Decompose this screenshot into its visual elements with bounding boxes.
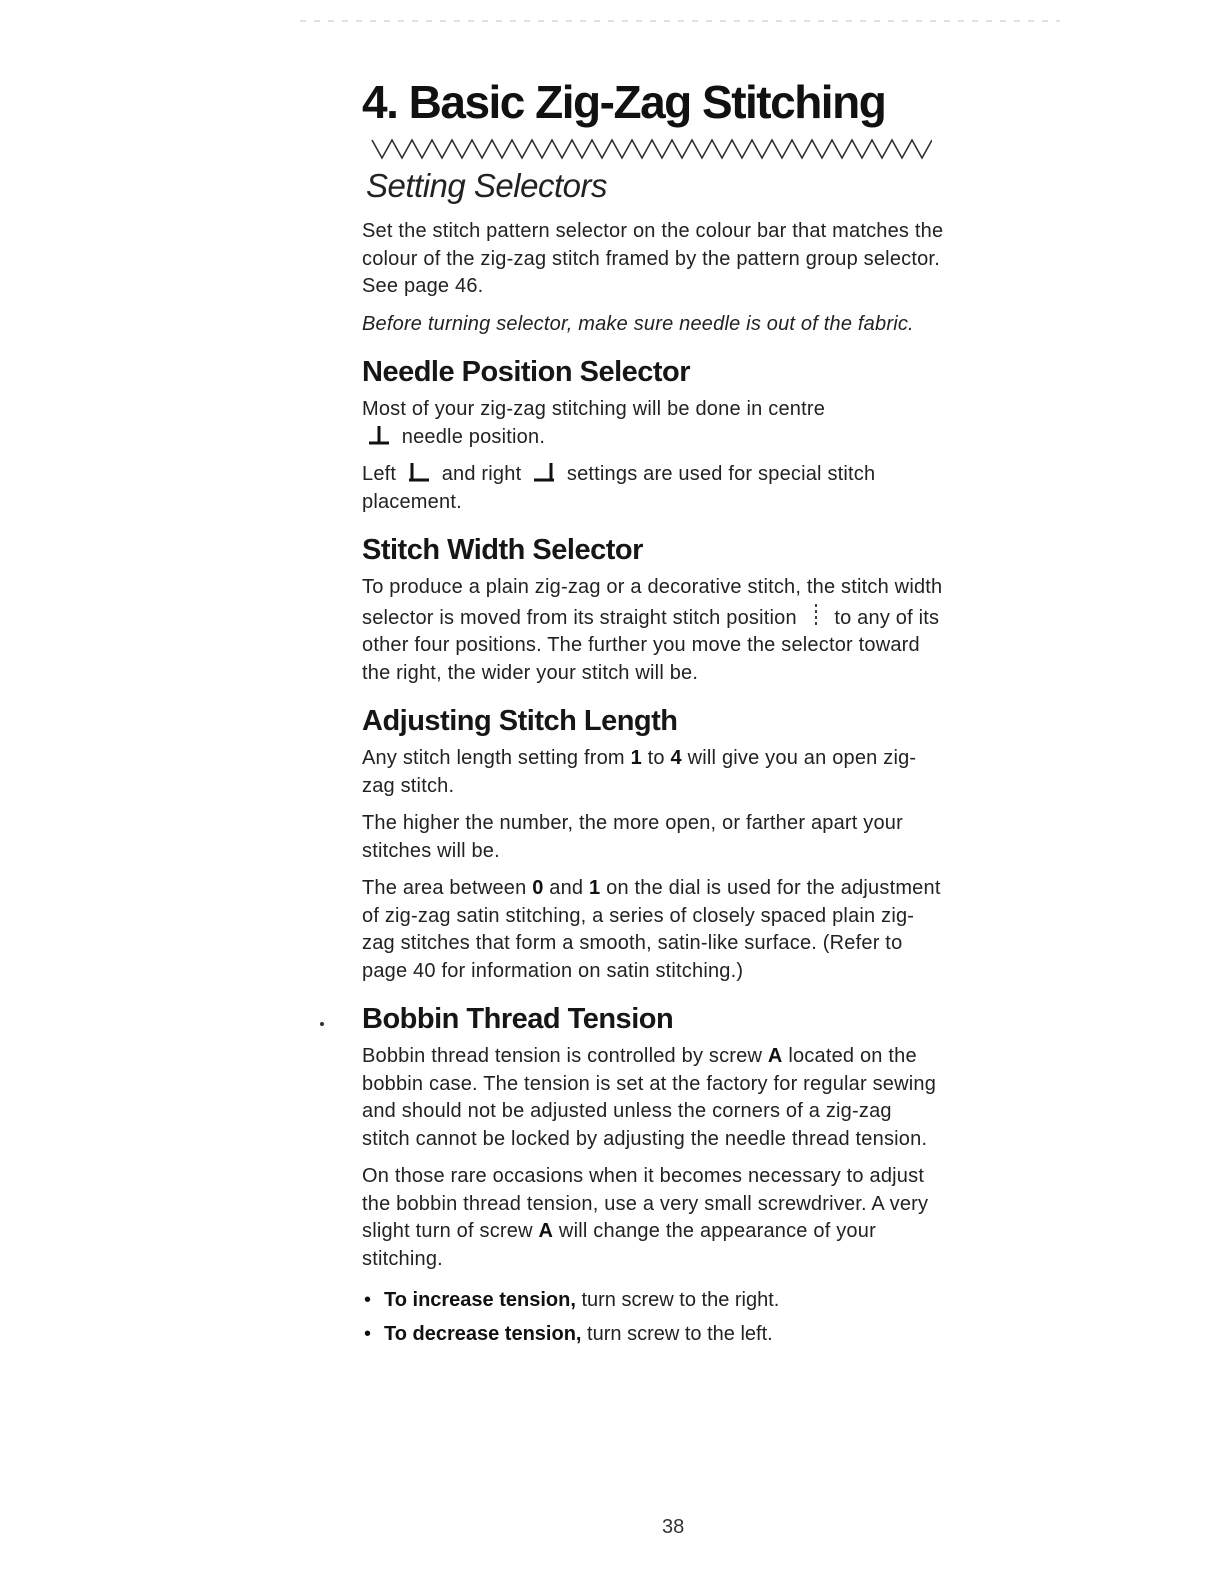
bobbin-tension-heading: Bobbin Thread Tension [362, 1003, 674, 1035]
setting-number: 4 [670, 747, 682, 769]
page-number: 38 [662, 1516, 685, 1538]
needle-text-2a: Left [362, 463, 397, 485]
setting-number: 1 [630, 747, 642, 769]
screw-label: A [767, 1045, 783, 1067]
bobbin-text: On those rare occasions when it becomes necessary to adjust the bobbin thread tension, use a very small screwdriver. A very slight turn of screw [362, 1165, 929, 1242]
stitch-length-paragraph-1 [362, 745, 944, 800]
stitch-length-text: Any stitch length setting from [362, 747, 625, 769]
stitch-length-text: on the dial is used for the adjustment of zig-zag satin stitching, a series of closely spaced plain zig-zag stitches that form a smooth, satin-like surface. (Refer to page 40 for information on satin stitching.) [362, 877, 941, 982]
stitch-length-paragraph-3 [362, 875, 944, 985]
needle-text-2b: and right [441, 463, 522, 485]
manual-page [362, 70, 944, 1351]
stitch-width-heading: Stitch Width Selector [362, 534, 643, 566]
stitch-length-heading: Adjusting Stitch Length [362, 705, 678, 737]
needle-text-1a: Most of your zig-zag stitching will be done in centre [362, 398, 826, 420]
needle-position-paragraph-1 [362, 396, 944, 451]
bobbin-tension-paragraph-2 [362, 1163, 944, 1273]
bobbin-text: Bobbin thread tension is controlled by screw [362, 1045, 763, 1067]
stitch-length-paragraph-2: The higher the number, the more open, or farther apart your stitches will be. [362, 812, 903, 862]
bobbin-text: will change the appearance of your stitching. [362, 1220, 876, 1270]
stitch-length-text: and [549, 877, 584, 899]
stitch-length-text: to [647, 747, 665, 769]
setting-number: 1 [589, 877, 601, 899]
tension-instructions-list [362, 1283, 944, 1351]
needle-text-1b: needle position. [401, 425, 546, 448]
zigzag-divider-icon [362, 136, 932, 162]
bobbin-text: located on the bobbin case. The tension is set at the factory for regular sewing and should not be adjusted unless the corners of a zig-zag stitch cannot be locked by adjusting the needle thread tension. [362, 1045, 937, 1150]
scan-artifact [300, 20, 1060, 22]
stitch-length-text: will give you an open zig-zag stitch. [362, 747, 917, 797]
instruction-bold: To decrease tension, [384, 1323, 582, 1345]
centre-needle-icon [366, 424, 392, 446]
left-needle-icon [406, 461, 432, 483]
page-title: 4. Basic Zig-Zag Stitching [362, 76, 886, 128]
screw-label: A [538, 1220, 554, 1242]
section-subtitle: Setting Selectors [366, 167, 607, 204]
setting-number: 0 [532, 877, 544, 899]
stitch-length-text: The area between [362, 877, 527, 899]
needle-text-2c: settings are used for special stitch placement. [362, 463, 876, 513]
instruction-text: turn screw to the right. [581, 1289, 780, 1311]
instruction-text: turn screw to the left. [587, 1323, 773, 1345]
margin-mark [320, 1022, 324, 1026]
stitch-width-text-b: to any of its other four positions. The further you move the selector toward the right, the wider your stitch will be. [362, 606, 940, 684]
instruction-bold: To increase tension, [384, 1289, 576, 1311]
intro-paragraph: Set the stitch pattern selector on the colour bar that matches the colour of the zig-zag stitch framed by the pattern group selector. See page 46. [362, 220, 944, 297]
needle-position-heading: Needle Position Selector [362, 356, 691, 388]
stitch-width-paragraph [362, 574, 944, 687]
needle-position-paragraph-2 [362, 461, 944, 516]
bobbin-tension-paragraph-1 [362, 1043, 944, 1153]
right-needle-icon [531, 461, 557, 483]
list-item [362, 1317, 944, 1351]
list-item [362, 1283, 944, 1317]
intro-note: Before turning selector, make sure needle is out of the fabric. [362, 312, 914, 335]
straight-stitch-icon [803, 602, 829, 630]
stitch-width-text-a: To produce a plain zig-zag or a decorative stitch, the stitch width selector is moved from its straight stitch position [362, 576, 943, 629]
